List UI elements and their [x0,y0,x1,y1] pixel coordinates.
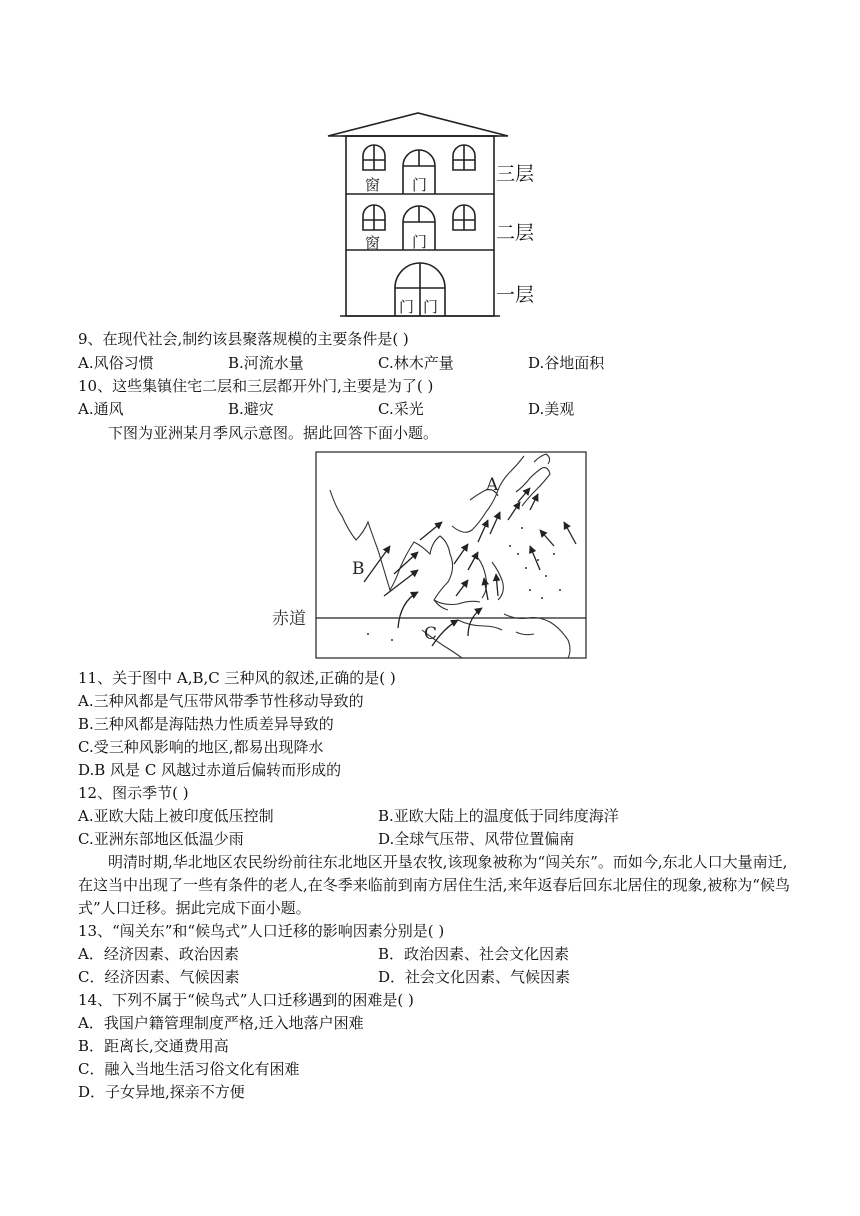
q10-option-a: A.通风 [78,400,124,418]
q12-option-d: D.全球气压带、风带位置偏南 [378,830,575,848]
q13-option-a: A．经济因素、政治因素 [78,945,239,963]
equator-label: 赤道 [272,609,306,629]
q14-option-b: B．距离长,交通费用高 [78,1037,229,1055]
floor-label-1: 一层 [496,284,535,306]
question-11-stem: 11、关于图中 A,B,C 三种风的叙述,正确的是( ) [78,669,396,687]
q9-option-d: D.谷地面积 [528,354,605,372]
question-9-stem: 9、在现代社会,制约该县聚落规模的主要条件是( ) [78,330,409,348]
door-label: 门 [412,233,428,251]
q12-option-a: A.亚欧大陆上被印度低压控制 [78,807,274,825]
q11-option-b: B.三种风都是海陆热力性质差异导致的 [78,715,334,733]
building-figure [320,110,560,320]
q13-option-c: C．经济因素、气候因素 [78,968,240,986]
q9-option-c: C.林木产量 [378,354,454,372]
q14-option-c: C．融入当地生活习俗文化有困难 [78,1060,300,1078]
q9-option-a: A.风俗习惯 [78,354,154,372]
monsoon-map [272,450,590,662]
q14-option-d: D．子女异地,探亲不方便 [78,1083,245,1101]
q11-option-d: D.B 风是 C 风越过赤道后偏转而形成的 [78,761,342,779]
door-label: 门 [399,298,415,316]
q12-option-c: C.亚洲东部地区低温少雨 [78,830,244,848]
map-intro: 下图为亚洲某月季风示意图。据此回答下面小题。 [108,424,439,442]
q10-option-c: C.采光 [378,400,424,418]
door-label: 门 [423,298,439,316]
q10-option-b: B.避灾 [228,400,274,418]
wind-label-b: B [352,559,365,579]
q11-option-a: A.三种风都是气压带风带季节性移动导致的 [78,692,364,710]
q10-option-d: D.美观 [528,400,575,418]
passage: 明清时期,华北地区农民纷纷前往东北地区开垦农牧,该现象被称为“闯关东”。而如今,东北人口大量南迁,在这当中出现了一些有条件的老人,在冬季来临前到南方居住生活,来年返春后回东北居住的现象,被称为“候鸟式”人口迁移。据此完成下面小题。 [78,853,790,917]
window-label: 窗 [365,176,381,194]
window-label: 窗 [365,234,381,252]
question-12-stem: 12、图示季节( ) [78,784,189,802]
q9-option-b: B.河流水量 [228,354,304,372]
wind-label-a: A [486,475,499,495]
question-13-stem: 13、“闯关东”和“候鸟式”人口迁移的影响因素分别是( ) [78,922,445,940]
floor-label-3: 三层 [496,163,535,185]
q12-option-b: B.亚欧大陆上的温度低于同纬度海洋 [378,807,619,825]
q13-option-d: D．社会文化因素、气候因素 [378,968,571,986]
q13-option-b: B．政治因素、社会文化因素 [378,945,570,963]
question-10-stem: 10、这些集镇住宅二层和三层都开外门,主要是为了( ) [78,377,434,395]
q11-option-c: C.受三种风影响的地区,都易出现降水 [78,738,324,756]
wind-label-c: C [424,624,438,644]
question-14-stem: 14、下列不属于“候鸟式”人口迁移遇到的困难是( ) [78,991,414,1009]
door-label: 门 [412,176,428,194]
floor-label-2: 二层 [496,222,535,244]
q14-option-a: A．我国户籍管理制度严格,迁入地落户困难 [78,1014,364,1032]
